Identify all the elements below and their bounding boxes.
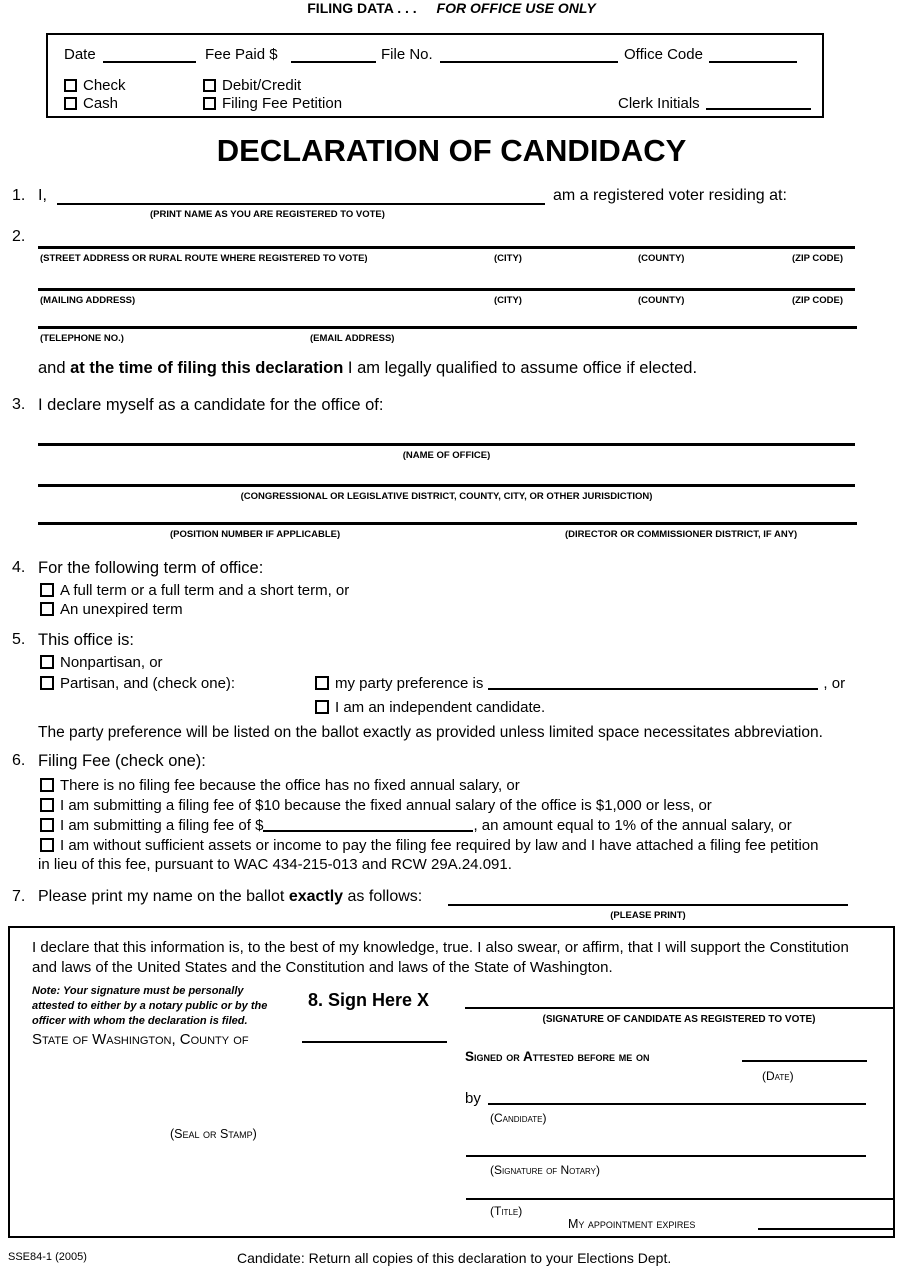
please-print-caption: (PLEASE PRINT) xyxy=(610,910,686,921)
county2-caption: (COUNTY) xyxy=(638,295,685,306)
section6-number: 6. xyxy=(12,752,26,769)
party-preference-suffix: , or xyxy=(823,675,846,692)
partisan-checkbox[interactable] xyxy=(40,676,54,690)
mailing-address-blank[interactable] xyxy=(38,274,855,291)
email-caption: (EMAIL ADDRESS) xyxy=(310,333,395,344)
filing-data-box xyxy=(46,33,824,118)
fee-petition-option xyxy=(40,837,819,854)
cash-checkbox[interactable] xyxy=(64,97,77,110)
form-number: SSE84-1 (2005) xyxy=(8,1251,87,1263)
filing-data-label: FILING DATA . . . xyxy=(307,0,417,16)
section7-number: 7. xyxy=(12,888,26,905)
clerk-initials-blank[interactable] xyxy=(706,93,811,110)
footer-note: Candidate: Return all copies of this declaration to your Elections Dept. xyxy=(237,1250,672,1266)
fee-paid-blank[interactable] xyxy=(291,46,376,63)
jurisdiction-blank[interactable] xyxy=(38,470,855,487)
jurisdiction-caption: (CONGRESSIONAL OR LEGISLATIVE DISTRICT, COUNTY, CITY, OR OTHER JURISDICTION) xyxy=(240,491,653,502)
cash-label: Cash xyxy=(83,95,119,112)
partisan-option xyxy=(40,675,235,692)
section5-number: 5. xyxy=(12,631,26,648)
ballot-name-lead: Please print my name on the ballot xyxy=(38,888,285,905)
position-number-caption: (POSITION NUMBER IF APPLICABLE) xyxy=(170,529,341,540)
nonpartisan-checkbox[interactable] xyxy=(40,655,54,669)
seal-or-stamp-caption: (Seal or Stamp) xyxy=(170,1127,257,1141)
file-no-blank[interactable] xyxy=(440,46,618,63)
ten-dollar-fee-label: I am submitting a filing fee of $10 because the fixed annual salary of the office is $1,000 or less, or xyxy=(60,797,712,814)
telephone-email-blank[interactable] xyxy=(38,312,857,329)
filing-data-header xyxy=(0,0,903,16)
check-checkbox[interactable] xyxy=(64,79,77,92)
ballot-name-tail: as follows: xyxy=(347,888,423,905)
nonpartisan-label: Nonpartisan, or xyxy=(60,654,163,671)
title-caption: (Title) xyxy=(490,1204,523,1218)
party-preference-checkbox[interactable] xyxy=(315,676,329,690)
fee-amount-blank[interactable] xyxy=(263,818,473,832)
full-term-checkbox[interactable] xyxy=(40,583,54,597)
signature-note: Note: Your signature must be personally attested to either by a notary public or by the officer with whom the declaration is filed. xyxy=(32,985,268,1027)
registered-name-blank[interactable] xyxy=(57,187,545,205)
office-use-only-label: FOR OFFICE USE ONLY xyxy=(436,0,596,16)
by-candidate-blank[interactable] xyxy=(488,1089,866,1105)
fee-petition-checkbox[interactable] xyxy=(40,838,54,852)
director-district-caption: (DIRECTOR OR COMMISSIONER DISTRICT, IF ANY) xyxy=(565,529,798,540)
filing-fee-petition-option xyxy=(203,95,342,112)
section5-heading: This office is: xyxy=(38,631,134,649)
office-name-blank[interactable] xyxy=(38,429,855,446)
street-address-blank[interactable] xyxy=(38,232,855,249)
office-code-label: Office Code xyxy=(624,46,703,63)
qualification-bold: at the time of filing this declaration xyxy=(70,359,344,377)
office-code-blank[interactable] xyxy=(709,46,797,63)
city-caption: (CITY) xyxy=(494,253,522,264)
independent-checkbox[interactable] xyxy=(315,700,329,714)
declaration-statement: I declare that this information is, to the best of my knowledge, true. I also swear, or affirm, that I will support the Constitution and laws of the United States and the Constitution and laws of the State of Washington. xyxy=(32,939,849,977)
no-fee-checkbox[interactable] xyxy=(40,778,54,792)
notary-signature-blank[interactable] xyxy=(466,1141,866,1157)
affidavit-box xyxy=(8,926,895,1238)
by-label: by xyxy=(465,1090,481,1107)
section1-lead: I, xyxy=(38,187,47,204)
street-address-caption: (STREET ADDRESS OR RURAL ROUTE WHERE REGISTERED TO VOTE) xyxy=(40,253,368,264)
appointment-expires-blank[interactable] xyxy=(758,1214,893,1230)
fee-petition-label-line1: I am without sufficient assets or income to pay the filing fee required by law and I have attached a filing fee petition xyxy=(60,837,819,854)
percent-fee-option xyxy=(40,817,792,834)
party-preference-note: The party preference will be listed on the ballot exactly as provided unless limited space necessitates abbreviation. xyxy=(38,724,823,741)
unexpired-term-label: An unexpired term xyxy=(60,601,183,618)
state-county-label: State of Washington, County of xyxy=(32,1031,249,1048)
ten-dollar-fee-checkbox[interactable] xyxy=(40,798,54,812)
section3-number: 3. xyxy=(12,396,26,413)
file-no-label: File No. xyxy=(381,46,433,63)
appointment-expires-label: My appointment expires xyxy=(568,1217,696,1231)
percent-fee-checkbox[interactable] xyxy=(40,818,54,832)
date-blank[interactable] xyxy=(103,46,196,63)
county-caption: (COUNTY) xyxy=(638,253,685,264)
section4-number: 4. xyxy=(12,559,26,576)
check-option xyxy=(64,77,126,94)
sign-here-label: 8. Sign Here X xyxy=(308,990,430,1010)
full-term-label: A full term or a full term and a short term, or xyxy=(60,582,350,599)
city2-caption: (CITY) xyxy=(494,295,522,306)
clerk-initials-label: Clerk Initials xyxy=(618,95,700,112)
no-fee-label: There is no filing fee because the office has no fixed annual salary, or xyxy=(60,777,520,794)
debit-credit-label: Debit/Credit xyxy=(222,77,302,94)
section3-heading: I declare myself as a candidate for the office of: xyxy=(38,396,384,414)
page-title: DECLARATION OF CANDIDACY xyxy=(216,133,687,168)
zip-code2-caption: (ZIP CODE) xyxy=(792,295,844,306)
party-preference-blank[interactable] xyxy=(488,676,818,690)
county-blank[interactable] xyxy=(302,1027,447,1043)
section6-heading: Filing Fee (check one): xyxy=(38,752,206,770)
partisan-label: Partisan, and (check one): xyxy=(60,675,236,692)
independent-label: I am an independent candidate. xyxy=(335,699,546,716)
check-label: Check xyxy=(83,77,126,94)
unexpired-term-option xyxy=(40,601,183,618)
notary-signature-caption: (Signature of Notary) xyxy=(490,1163,601,1177)
debit-credit-option xyxy=(203,77,301,94)
percent-fee-label-pre: I am submitting a filing fee of $ xyxy=(60,817,264,834)
ballot-name-blank[interactable] xyxy=(448,888,848,906)
percent-fee-label-post: , an amount equal to 1% of the annual salary, or xyxy=(473,817,792,834)
zip-code-caption: (ZIP CODE) xyxy=(792,253,844,264)
section1-tail: am a registered voter residing at: xyxy=(553,187,787,204)
attested-before-label: Signed or Attested before me on xyxy=(465,1049,650,1064)
fee-petition-label-line2: in lieu of this fee, pursuant to WAC 434-215-013 and RCW 29A.24.091. xyxy=(38,856,512,873)
filing-fee-petition-label: Filing Fee Petition xyxy=(222,95,343,112)
candidate-signature-caption: (SIGNATURE OF CANDIDATE AS REGISTERED TO VOTE) xyxy=(542,1014,816,1025)
fee-paid-label: Fee Paid $ xyxy=(205,46,278,63)
date-label: Date xyxy=(64,46,96,63)
section4-heading: For the following term of office: xyxy=(38,559,264,577)
attested-date-blank[interactable] xyxy=(742,1046,867,1062)
section7-heading xyxy=(38,888,422,906)
section2-number: 2. xyxy=(12,228,26,245)
qualification-statement xyxy=(38,359,697,378)
candidate-signature-blank[interactable] xyxy=(465,991,893,1009)
qualification-pre: and xyxy=(38,359,66,377)
ten-dollar-fee-option xyxy=(40,797,712,814)
no-fee-option xyxy=(40,777,520,794)
debit-credit-checkbox[interactable] xyxy=(203,79,216,92)
position-district-blank[interactable] xyxy=(38,508,857,525)
mailing-address-caption: (MAILING ADDRESS) xyxy=(40,295,136,306)
candidate-caption: (Candidate) xyxy=(490,1111,547,1125)
ballot-name-bold: exactly xyxy=(288,888,344,905)
party-preference-label: my party preference is xyxy=(335,675,484,692)
independent-option xyxy=(315,699,545,716)
full-term-option xyxy=(40,582,349,599)
telephone-caption: (TELEPHONE NO.) xyxy=(40,333,124,344)
notary-title-blank[interactable] xyxy=(466,1184,894,1200)
date-caption: (Date) xyxy=(762,1069,794,1083)
office-name-caption: (NAME OF OFFICE) xyxy=(402,450,491,461)
section1-number: 1. xyxy=(12,187,26,204)
unexpired-term-checkbox[interactable] xyxy=(40,602,54,616)
filing-fee-petition-checkbox[interactable] xyxy=(203,97,216,110)
nonpartisan-option xyxy=(40,654,163,671)
qualification-post: I am legally qualified to assume office if elected. xyxy=(347,359,698,377)
registered-name-caption: (PRINT NAME AS YOU ARE REGISTERED TO VOTE) xyxy=(150,209,385,220)
party-preference-option xyxy=(315,675,845,692)
cash-option xyxy=(64,95,118,112)
